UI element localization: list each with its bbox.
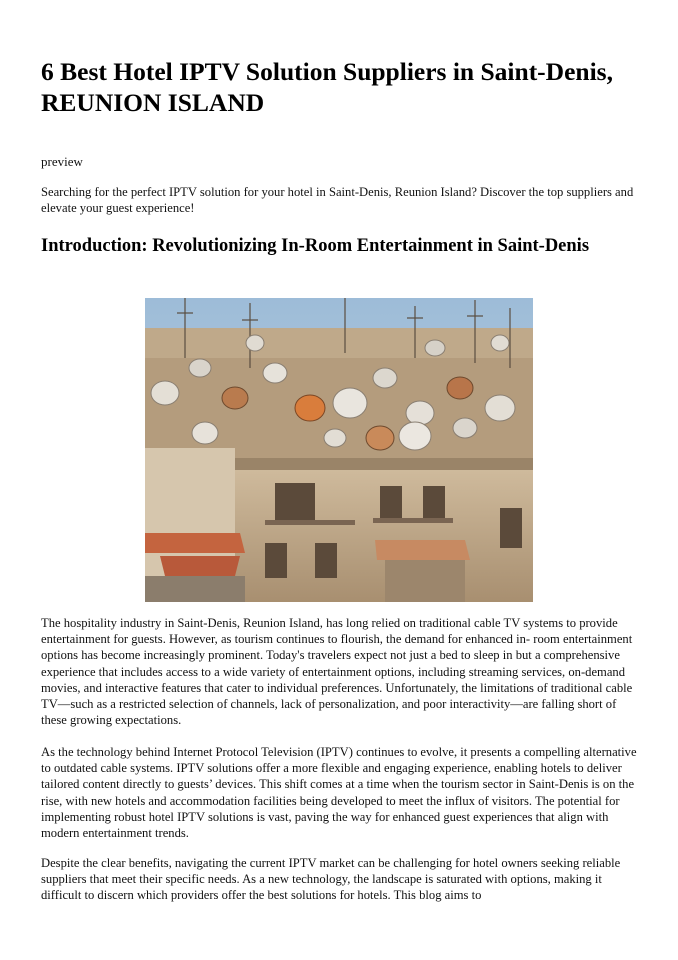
intro-paragraph: Searching for the perfect IPTV solution for your hotel in Saint-Denis, Reunion Island? Discover the top suppliers and elevate your guest experience! — [41, 185, 634, 216]
preview-label: preview — [41, 154, 83, 169]
body-paragraph-3: Despite the clear benefits, navigating the current IPTV market can be challenging for hotel owners seeking reliable suppliers that meet their specific needs. As a new technology, the landscape is saturated with options, making it difficult to discern which providers offer the best solutions for hotels. This blog aims to — [41, 856, 621, 903]
body-paragraph-2: As the technology behind Internet Protocol Television (IPTV) continues to evolve, it presents a compelling alternative to outdated cable systems. IPTV solutions offer a more flexible and engaging experience, enabling hotels to deliver tailored content directly to guests’ devices. This shift comes at a time when the tourism sector in Saint-Denis is on the rise, with new hotels and accommodation facilities being developed to meet the influx of visitors. The potential for implementing robust hotel IPTV solutions is vast, paving the way for enhanced guest experiences that align with modern entertainment trends. — [41, 745, 637, 841]
section-heading: Introduction: Revolutionizing In-Room Entertainment in Saint-Denis — [41, 236, 590, 256]
body-paragraph-1: The hospitality industry in Saint-Denis, Reunion Island, has long relied on traditional cable TV systems to provide entertainment for guests. However, as tourism continues to flourish, the demand for enhanced in- room entertainment options has become increasingly prominent. Today's travelers expect not just a bed to sleep in but a comprehensive experience that includes access to a wide variety of entertainment options, including streaming services, on-demand movies, and interactive features that cater to individual preferences. Unfortunately, the limitations of traditional cable TV—such as a restricted selection of channels, lack of personalization, and poor interactivity—are falling short of these growing expectations. — [41, 616, 633, 728]
rooftop-satellite-dishes-image — [145, 298, 533, 602]
article-title: 6 Best Hotel IPTV Solution Suppliers in Saint-Denis, REUNION ISLAND — [41, 57, 613, 117]
